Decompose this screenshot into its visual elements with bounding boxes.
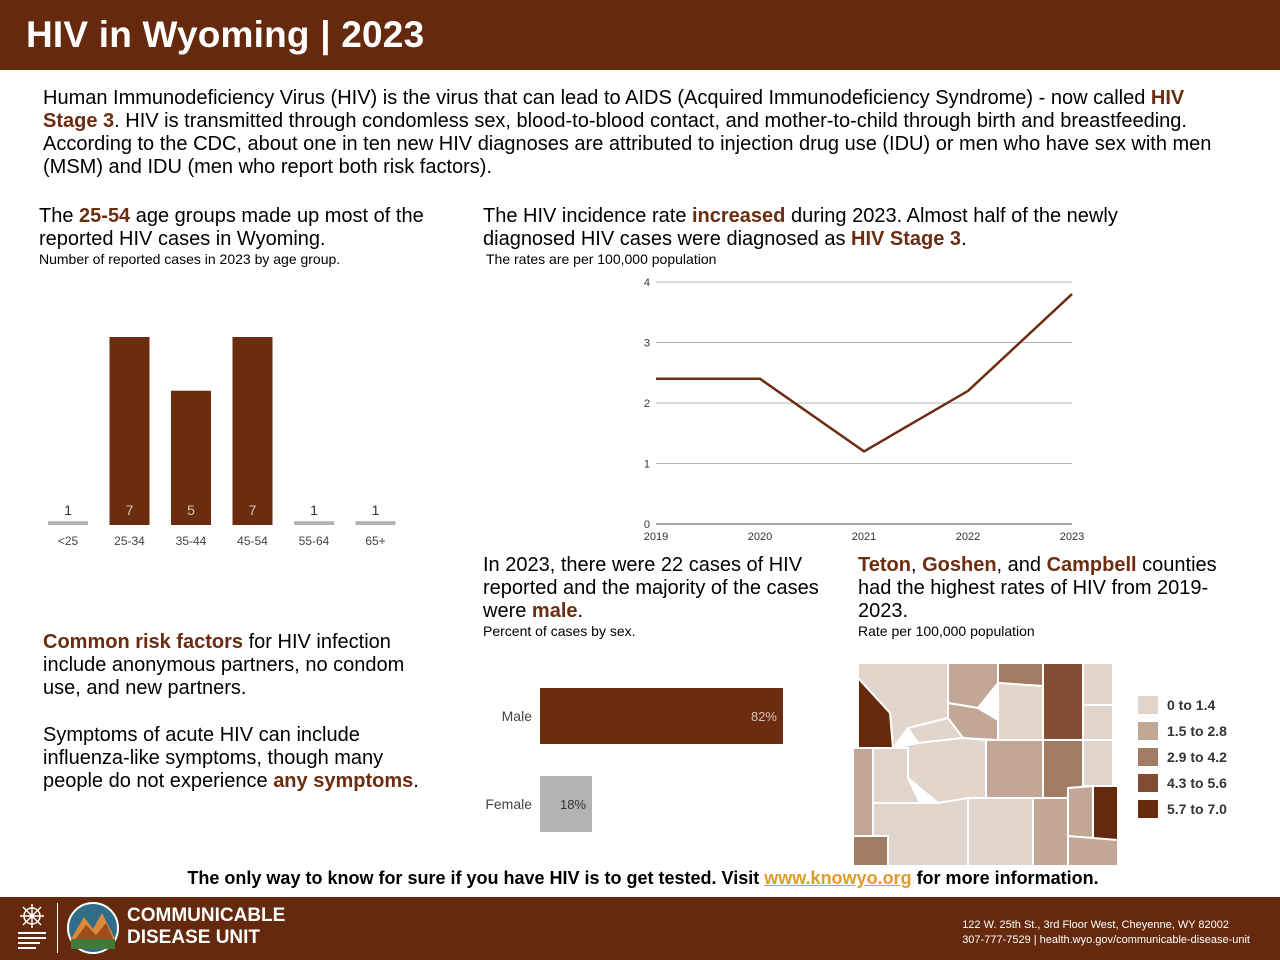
sex-category-label: Male xyxy=(501,708,532,724)
county-natrona xyxy=(986,740,1043,798)
rate-subtitle: The rates are per 100,000 population xyxy=(486,251,717,267)
county-campbell xyxy=(1043,663,1083,740)
age-bar xyxy=(48,521,88,525)
rate-x-tick-label: 2019 xyxy=(643,531,669,543)
legend-swatch xyxy=(1138,800,1158,818)
age-bar-value-label: 1 xyxy=(64,502,72,518)
page-header xyxy=(0,0,1280,70)
legend-item xyxy=(1138,718,1258,744)
legend-item xyxy=(1138,796,1258,822)
legend-label: 2.9 to 4.2 xyxy=(1167,749,1227,765)
rate-x-tick-label: 2023 xyxy=(1059,531,1085,543)
rate-x-tick-label: 2021 xyxy=(851,531,877,543)
risk-highlight: Common risk factors xyxy=(43,631,244,653)
page-title: HIV in Wyoming | 2023 xyxy=(26,14,425,55)
rate-x-tick-label: 2022 xyxy=(955,531,981,543)
rate-x-tick-label: 2020 xyxy=(747,531,773,543)
age-post: age groups made up most of the reported HIV cases in Wyoming. xyxy=(39,205,424,250)
legend-label: 4.3 to 5.6 xyxy=(1167,775,1227,791)
intro-part2: . HIV is transmitted through condomless sex, blood-to-blood contact, and mother-to-child through birth and breastfeeding. According to the CDC, about one in ten new HIV diagnoses are attributed to injection drug use (IDU) or men who have sex with men (MSM) and IDU (men who report both risk factors). xyxy=(43,110,1212,178)
age-category-label: 25-34 xyxy=(114,534,145,548)
sex-subtitle: Percent of cases by sex. xyxy=(483,623,636,639)
age-bar xyxy=(356,521,396,525)
legend-label: 1.5 to 2.8 xyxy=(1167,723,1227,739)
legend-swatch xyxy=(1138,748,1158,766)
county-laramie xyxy=(1068,836,1118,866)
legend-swatch xyxy=(1138,722,1158,740)
age-bar xyxy=(294,521,334,525)
age-bar-value-label: 1 xyxy=(371,502,380,518)
county-highlight-goshen: Goshen xyxy=(922,554,997,576)
legend-swatch xyxy=(1138,696,1158,714)
rate-mid: during 2023. Almost half of the newly diagnosed HIV cases were diagnosed as xyxy=(483,205,1118,250)
age-subtitle: Number of reported cases in 2023 by age group. xyxy=(39,251,341,267)
rate-line-chart xyxy=(630,270,1100,550)
rate-y-tick-label: 2 xyxy=(643,398,650,410)
county-albany xyxy=(1033,798,1068,866)
age-category-label: 65+ xyxy=(365,534,386,548)
symptoms-post: . xyxy=(413,770,419,792)
wyoming-county-map xyxy=(848,658,1120,870)
county-weston xyxy=(1083,705,1113,740)
footer-contact xyxy=(962,918,1250,948)
legend-label: 0 to 1.4 xyxy=(1167,697,1216,713)
age-bar-value-label: 7 xyxy=(248,502,257,518)
age-bar xyxy=(233,337,273,525)
county-subtitle: Rate per 100,000 population xyxy=(858,623,1035,639)
county-johnson xyxy=(998,683,1043,740)
age-category-label: 45-54 xyxy=(237,534,268,548)
legend-swatch xyxy=(1138,774,1158,792)
age-category-label: 55-64 xyxy=(298,534,330,548)
county-sep2: , and xyxy=(996,554,1047,576)
wyoming-health-logo xyxy=(12,902,52,954)
cta-post: for more information. xyxy=(911,868,1099,888)
cdu-line1: COMMUNICABLE xyxy=(127,905,286,926)
county-niobrara xyxy=(1083,740,1113,786)
legend-item xyxy=(1138,770,1258,796)
age-bar-chart xyxy=(30,320,420,560)
age-bar-value-label: 1 xyxy=(310,502,318,518)
symptoms-text xyxy=(43,724,433,793)
rate-pre: The HIV incidence rate xyxy=(483,205,692,227)
county-highlight-teton: Teton xyxy=(858,554,911,576)
sex-bar-value-label: 82% xyxy=(750,709,777,724)
sex-pre: In 2023, there were 22 cases of HIV reported and the majority of the cases were xyxy=(483,554,819,622)
intro-part1: Human Immunodeficiency Virus (HIV) is the virus that can lead to AIDS (Acquired Immunodeficiency Syndrome) - now called xyxy=(43,87,1151,109)
rate-section-heading xyxy=(483,205,1183,268)
sex-bar xyxy=(540,688,783,744)
footer-address: 122 W. 25th St., 3rd Floor West, Cheyenne, WY 82002 xyxy=(962,919,1229,931)
county-uinta xyxy=(853,836,888,866)
symptoms-pre: Symptoms of acute HIV can include influenza-like symptoms, though many people do not experience xyxy=(43,724,384,792)
age-highlight: 25-54 xyxy=(79,205,131,227)
age-pre: The xyxy=(39,205,80,227)
footer-phone-web: 307-777-7529 | health.wyo.gov/communicable-disease-unit xyxy=(962,934,1250,946)
county-post: counties had the highest rates of HIV from 2019-2023. xyxy=(858,554,1217,622)
cdu-line2: DISEASE UNIT xyxy=(127,927,261,948)
age-bar xyxy=(110,337,150,525)
map-legend xyxy=(1138,692,1258,822)
cta-pre: The only way to know for sure if you have HIV is to get tested. Visit xyxy=(187,868,765,888)
sex-bar-value-label: 18% xyxy=(559,797,586,812)
cdu-mountain-logo xyxy=(66,901,120,955)
county-section-heading xyxy=(858,554,1248,640)
age-bar-value-label: 7 xyxy=(125,502,134,518)
rate-y-tick-label: 4 xyxy=(643,277,650,289)
age-category-label: 35-44 xyxy=(175,534,207,548)
sex-section-heading xyxy=(483,554,828,640)
risk-text: for HIV infection include anonymous partners, no condom use, and new partners. xyxy=(43,631,405,699)
county-carbon xyxy=(968,798,1033,866)
intro-text xyxy=(43,87,1243,179)
call-to-action xyxy=(0,868,1280,889)
rate-y-tick-label: 0 xyxy=(643,519,650,531)
rate-series-line xyxy=(656,294,1072,451)
footer-divider xyxy=(57,903,58,953)
rate-highlight2: HIV Stage 3 xyxy=(851,228,962,250)
rate-y-tick-label: 1 xyxy=(643,458,650,471)
legend-item xyxy=(1138,744,1258,770)
age-bar-value-label: 5 xyxy=(187,502,195,518)
county-sweetwater xyxy=(873,798,968,866)
legend-label: 5.7 to 7.0 xyxy=(1167,801,1227,817)
sex-category-label: Female xyxy=(485,796,532,812)
age-section-heading xyxy=(39,205,429,268)
sex-highlight: male xyxy=(531,600,578,622)
legend-item xyxy=(1138,692,1258,718)
sex-bar-chart xyxy=(470,680,800,840)
rate-y-tick-label: 3 xyxy=(643,337,650,350)
county-big-horn xyxy=(948,663,998,708)
symptoms-highlight: any symptoms xyxy=(273,770,414,792)
county-platte xyxy=(1068,786,1093,840)
knowyo-link[interactable]: www.knowyo.org xyxy=(764,868,912,888)
cdu-wordmark xyxy=(127,905,285,949)
county-goshen xyxy=(1093,786,1118,840)
rate-highlight1: increased xyxy=(692,205,786,227)
rate-post: . xyxy=(961,228,967,250)
risk-factors-text xyxy=(43,631,433,700)
county-crook xyxy=(1083,663,1113,705)
county-highlight-campbell: Campbell xyxy=(1046,554,1137,576)
sex-post: . xyxy=(577,600,584,622)
county-sep1: , xyxy=(910,554,923,576)
intro-highlight: HIV Stage 3 xyxy=(43,87,1185,132)
age-category-label: <25 xyxy=(57,534,79,548)
county-lincoln xyxy=(853,748,873,836)
